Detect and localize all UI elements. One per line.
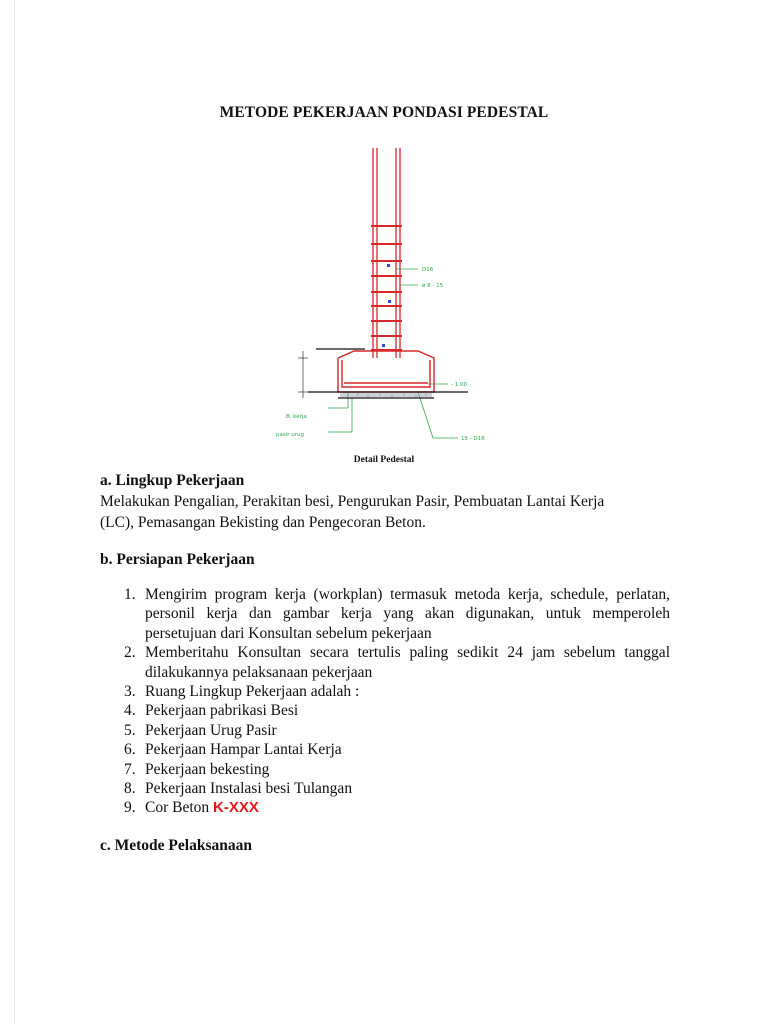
section-b-title: b. Persiapan Pekerjaan	[100, 551, 255, 568]
page-edge	[14, 0, 15, 1024]
list-item: 4. Pekerjaan pabrikasi Besi	[124, 702, 299, 720]
preparation-list	[100, 585, 670, 818]
list-item: 9. Cor Beton K-XXX	[124, 799, 259, 817]
label-stirrup: ø 8 - 15	[422, 283, 444, 289]
list-item: 1. Mengirim program kerja (workplan) termasuk metoda kerja, schedule, perlatan, personil kerja dan gambar kerja yang akan digunakan, untuk memperoleh persetujuan dari Konsultan sebelum pekerjaan	[124, 586, 670, 642]
section-a-line-2: (LC), Pemasangan Bekisting dan Pengecoran Beton.	[100, 514, 426, 531]
section-a-body	[100, 491, 670, 533]
sand-hatch	[340, 393, 432, 397]
label-kerja: B. kerja	[286, 414, 307, 420]
list-item: 7. Pekerjaan bekesting	[124, 760, 270, 778]
column-rebars	[373, 148, 400, 358]
pedestal-detail-drawing	[268, 146, 500, 448]
stirrups	[371, 226, 402, 350]
document-title: METODE PEKERJAAN PONDASI PEDESTAL	[219, 104, 549, 121]
list-item: 8. Pekerjaan Instalasi besi Tulangan	[124, 780, 353, 798]
list-item: 3. Ruang Lingkup Pekerjaan adalah :	[124, 683, 360, 701]
concrete-grade-highlight: K-XXX	[213, 799, 259, 817]
list-item: 2. Memberitahu Konsultan secara tertulis paling sedikit 24 jam sebelum tanggal dilakukannya pelaksanaan pekerjaan	[124, 644, 670, 681]
figure-caption: Detail Pedestal	[353, 455, 415, 465]
list-item: 5. Pekerjaan Urug Pasir	[124, 721, 277, 739]
section-c-title: c. Metode Pelaksanaan	[100, 837, 252, 854]
section-a-line-1: Melakukan Pengalian, Perakitan besi, Pengurukan Pasir, Pembuatan Lantai Kerja	[100, 493, 605, 510]
dimension-lines	[298, 349, 468, 398]
footing-outline	[338, 351, 434, 392]
label-elevation: - 1.00	[451, 382, 467, 388]
label-d16: D16	[422, 267, 434, 273]
label-pasir-urug: pasir urug	[276, 432, 304, 438]
list-item: 6. Pekerjaan Hampar Lantai Kerja	[124, 741, 342, 759]
label-bottom-bar: 15 - D16	[461, 436, 485, 442]
section-a-title: a. Lingkup Pekerjaan	[100, 472, 245, 489]
